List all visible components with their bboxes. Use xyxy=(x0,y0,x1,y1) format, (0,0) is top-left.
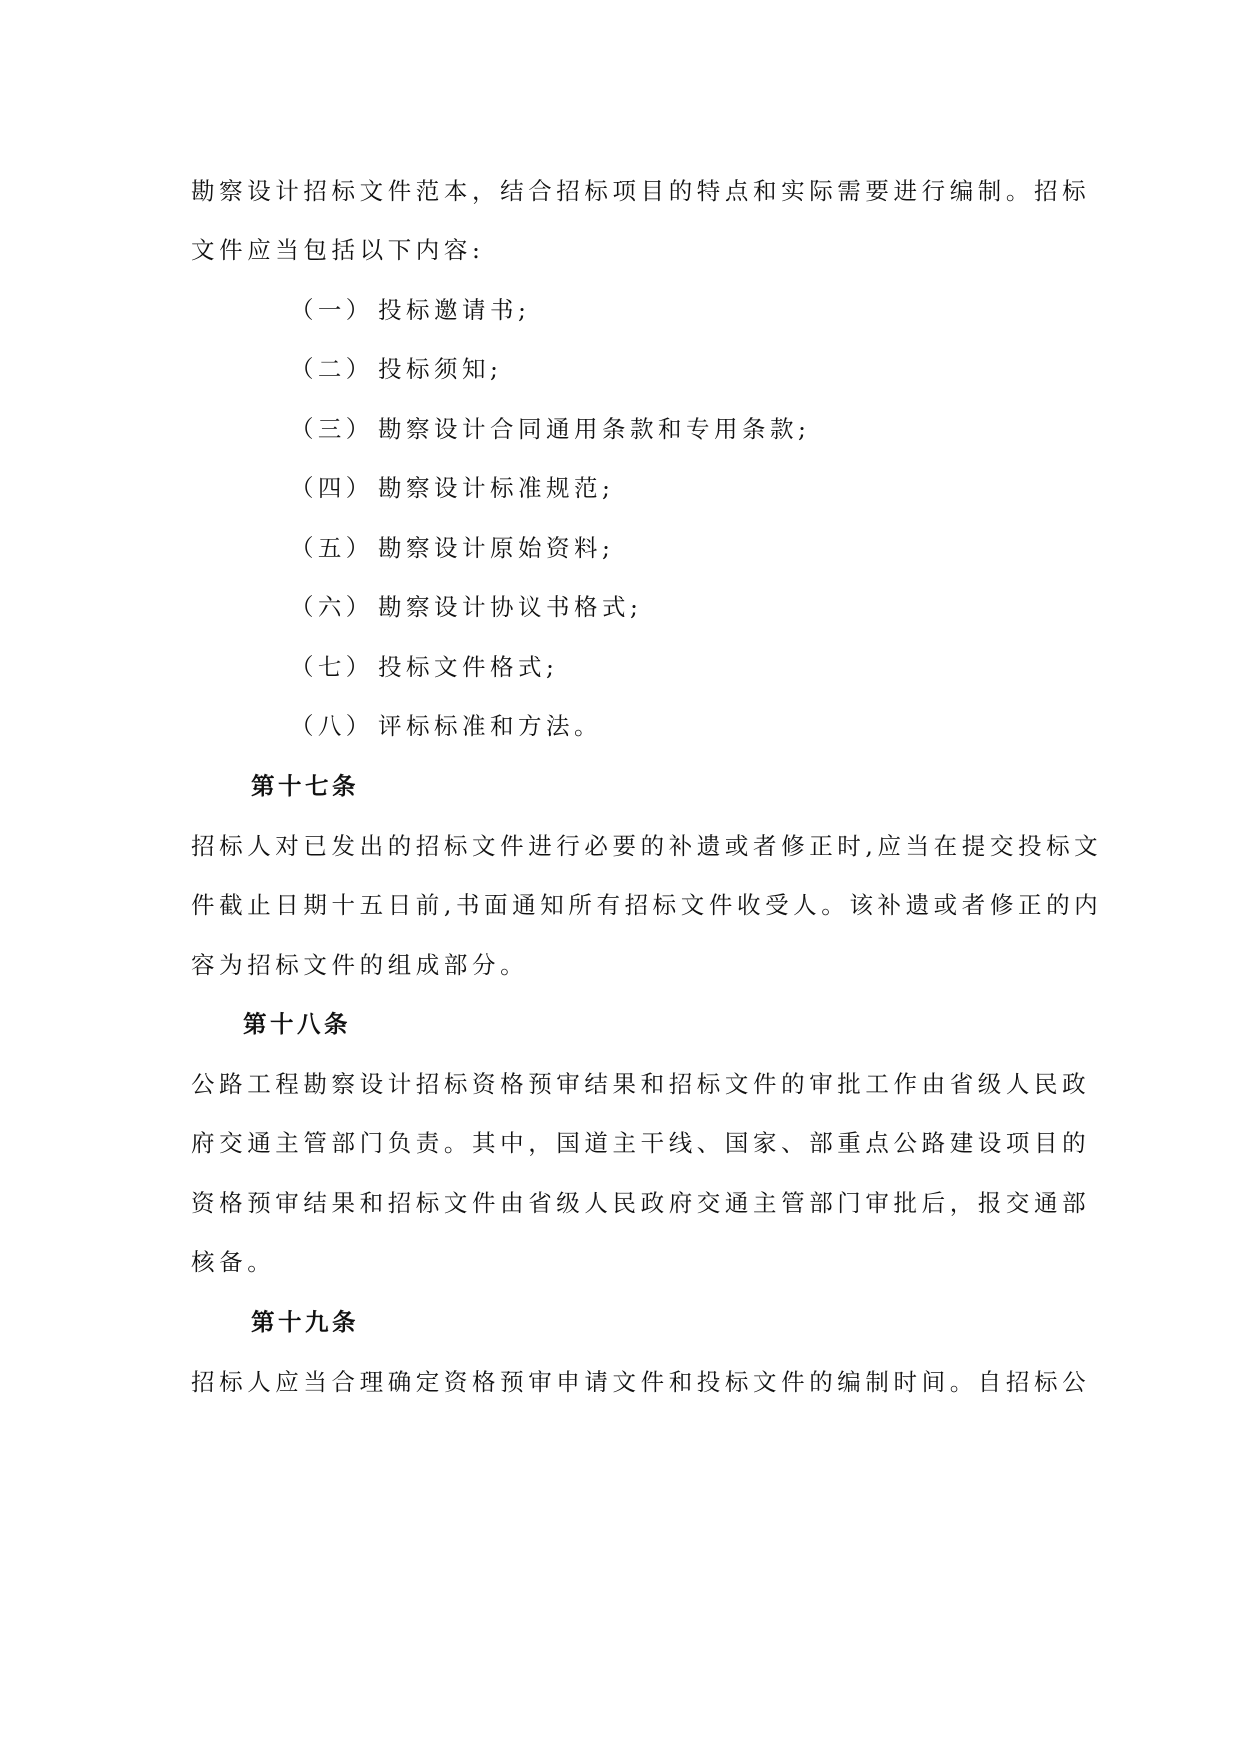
list-item xyxy=(290,710,602,742)
list-item xyxy=(290,591,642,623)
paragraph-line: 核备。 xyxy=(191,1248,276,1276)
list-item xyxy=(290,651,558,683)
list-item-text: 勘察设计标准规范; xyxy=(378,474,615,502)
list-item-number: （六） xyxy=(290,593,374,621)
list-item-text: 勘察设计原始资料; xyxy=(378,534,615,562)
paragraph-line: 文件应当包括以下内容: xyxy=(191,236,485,264)
list-item-number: （四） xyxy=(290,474,374,502)
article-heading: 第十八条 xyxy=(243,1010,351,1038)
list-item-number: （三） xyxy=(290,415,374,443)
list-item xyxy=(290,413,810,445)
list-item xyxy=(290,353,502,385)
list-item-text: 评标标准和方法。 xyxy=(378,712,602,740)
list-item-text: 投标须知; xyxy=(378,355,503,383)
paragraph-line: 府交通主管部门负责。其中，国道主干线、国家、部重点公路建设项目的 xyxy=(191,1129,1091,1157)
list-item xyxy=(290,532,614,564)
paragraph-line: 件截止日期十五日前,书面通知所有招标文件收受人。该补遗或者修正的内 xyxy=(191,891,1103,919)
paragraph-line: 勘察设计招标文件范本，结合招标项目的特点和实际需要进行编制。招标 xyxy=(191,177,1091,205)
article-heading: 第十九条 xyxy=(251,1308,359,1336)
list-item-text: 勘察设计协议书格式; xyxy=(378,593,643,621)
list-item-number: （一） xyxy=(290,296,374,324)
paragraph-line: 招标人应当合理确定资格预审申请文件和投标文件的编制时间。自招标公 xyxy=(191,1368,1091,1396)
list-item-text: 投标文件格式; xyxy=(378,653,559,681)
list-item-text: 勘察设计合同通用条款和专用条款; xyxy=(378,415,811,443)
list-item xyxy=(290,472,614,504)
paragraph-line: 容为招标文件的组成部分。 xyxy=(191,951,529,979)
list-item xyxy=(290,294,530,326)
paragraph-line: 资格预审结果和招标文件由省级人民政府交通主管部门审批后，报交通部 xyxy=(191,1189,1091,1217)
list-item-number: （八） xyxy=(290,712,374,740)
paragraph-line: 公路工程勘察设计招标资格预审结果和招标文件的审批工作由省级人民政 xyxy=(191,1070,1091,1098)
list-item-number: （五） xyxy=(290,534,374,562)
list-item-text: 投标邀请书; xyxy=(378,296,531,324)
paragraph-line: 招标人对已发出的招标文件进行必要的补遗或者修正时,应当在提交投标文 xyxy=(191,832,1103,860)
list-item-number: （七） xyxy=(290,653,374,681)
list-item-number: （二） xyxy=(290,355,374,383)
article-heading: 第十七条 xyxy=(251,772,359,800)
